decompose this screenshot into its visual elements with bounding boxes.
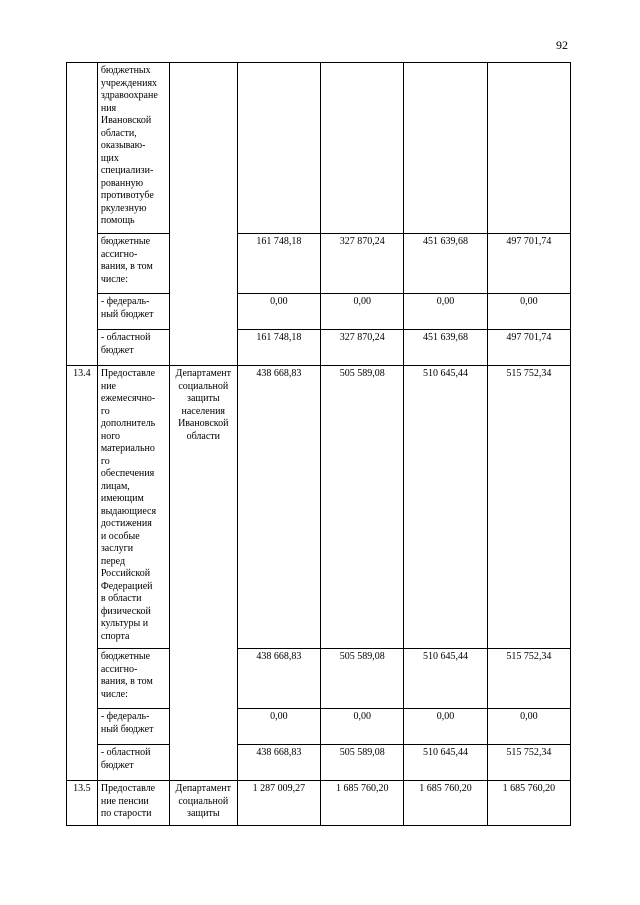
value-cell: 510 645,44	[404, 745, 487, 781]
item-name-cell: бюджетных учреждениях здравоохране ния Ивановской области, оказываю- щих специализи- рованную противотубе ркулезную помощь	[97, 63, 169, 234]
item-name-cell: - федераль- ный бюджет	[97, 709, 169, 745]
item-name-cell: Предоставле ние пенсии по старости	[97, 781, 169, 826]
row-number-cell: 13.4	[67, 366, 98, 781]
table-row	[67, 330, 571, 366]
row-number-cell	[67, 63, 98, 366]
value-cell: 451 639,68	[404, 234, 487, 294]
item-name-cell: - областной бюджет	[97, 745, 169, 781]
value-cell: 1 287 009,27	[237, 781, 320, 826]
value-cell: 1 685 760,20	[404, 781, 487, 826]
value-cell: 0,00	[237, 709, 320, 745]
value-cell: 0,00	[404, 294, 487, 330]
value-cell	[487, 63, 570, 234]
table-row	[67, 781, 571, 826]
value-cell: 0,00	[321, 709, 404, 745]
table-row	[67, 649, 571, 709]
value-cell: 438 668,83	[237, 649, 320, 709]
value-cell: 0,00	[321, 294, 404, 330]
item-name-cell: - федераль- ный бюджет	[97, 294, 169, 330]
value-cell: 327 870,24	[321, 234, 404, 294]
value-cell	[404, 63, 487, 234]
budget-table	[66, 62, 571, 826]
table-row	[67, 234, 571, 294]
table-row	[67, 294, 571, 330]
value-cell: 515 752,34	[487, 649, 570, 709]
item-name-cell: - областной бюджет	[97, 330, 169, 366]
value-cell: 1 685 760,20	[487, 781, 570, 826]
executor-cell	[169, 63, 237, 366]
value-cell: 497 701,74	[487, 330, 570, 366]
value-cell: 327 870,24	[321, 330, 404, 366]
value-cell: 1 685 760,20	[321, 781, 404, 826]
value-cell: 510 645,44	[404, 366, 487, 649]
table-row	[67, 366, 571, 649]
value-cell: 0,00	[487, 709, 570, 745]
value-cell: 161 748,18	[237, 330, 320, 366]
value-cell: 505 589,08	[321, 649, 404, 709]
value-cell: 0,00	[487, 294, 570, 330]
value-cell: 515 752,34	[487, 745, 570, 781]
value-cell: 510 645,44	[404, 649, 487, 709]
value-cell: 438 668,83	[237, 745, 320, 781]
value-cell: 505 589,08	[321, 745, 404, 781]
value-cell: 497 701,74	[487, 234, 570, 294]
item-name-cell: бюджетные ассигно- вания, в том числе:	[97, 234, 169, 294]
value-cell: 0,00	[237, 294, 320, 330]
value-cell: 515 752,34	[487, 366, 570, 649]
value-cell: 161 748,18	[237, 234, 320, 294]
value-cell: 0,00	[404, 709, 487, 745]
item-name-cell: Предоставле ние ежемесячно- го дополнитель ного материально го обеспечения лицам, имеющим выдающиеся достижения и особые заслуги перед Российской Федерацией в области физической культуры и спорта	[97, 366, 169, 649]
value-cell	[321, 63, 404, 234]
item-name-cell: бюджетные ассигно- вания, в том числе:	[97, 649, 169, 709]
value-cell: 505 589,08	[321, 366, 404, 649]
table-row	[67, 709, 571, 745]
executor-cell: Департамент социальной защиты	[169, 781, 237, 826]
value-cell: 451 639,68	[404, 330, 487, 366]
table-row	[67, 63, 571, 234]
value-cell: 438 668,83	[237, 366, 320, 649]
page-number: 92	[556, 38, 568, 52]
table-row	[67, 745, 571, 781]
row-number-cell: 13.5	[67, 781, 98, 826]
value-cell	[237, 63, 320, 234]
executor-cell: Департамент социальной защиты населения Ивановской области	[169, 366, 237, 781]
